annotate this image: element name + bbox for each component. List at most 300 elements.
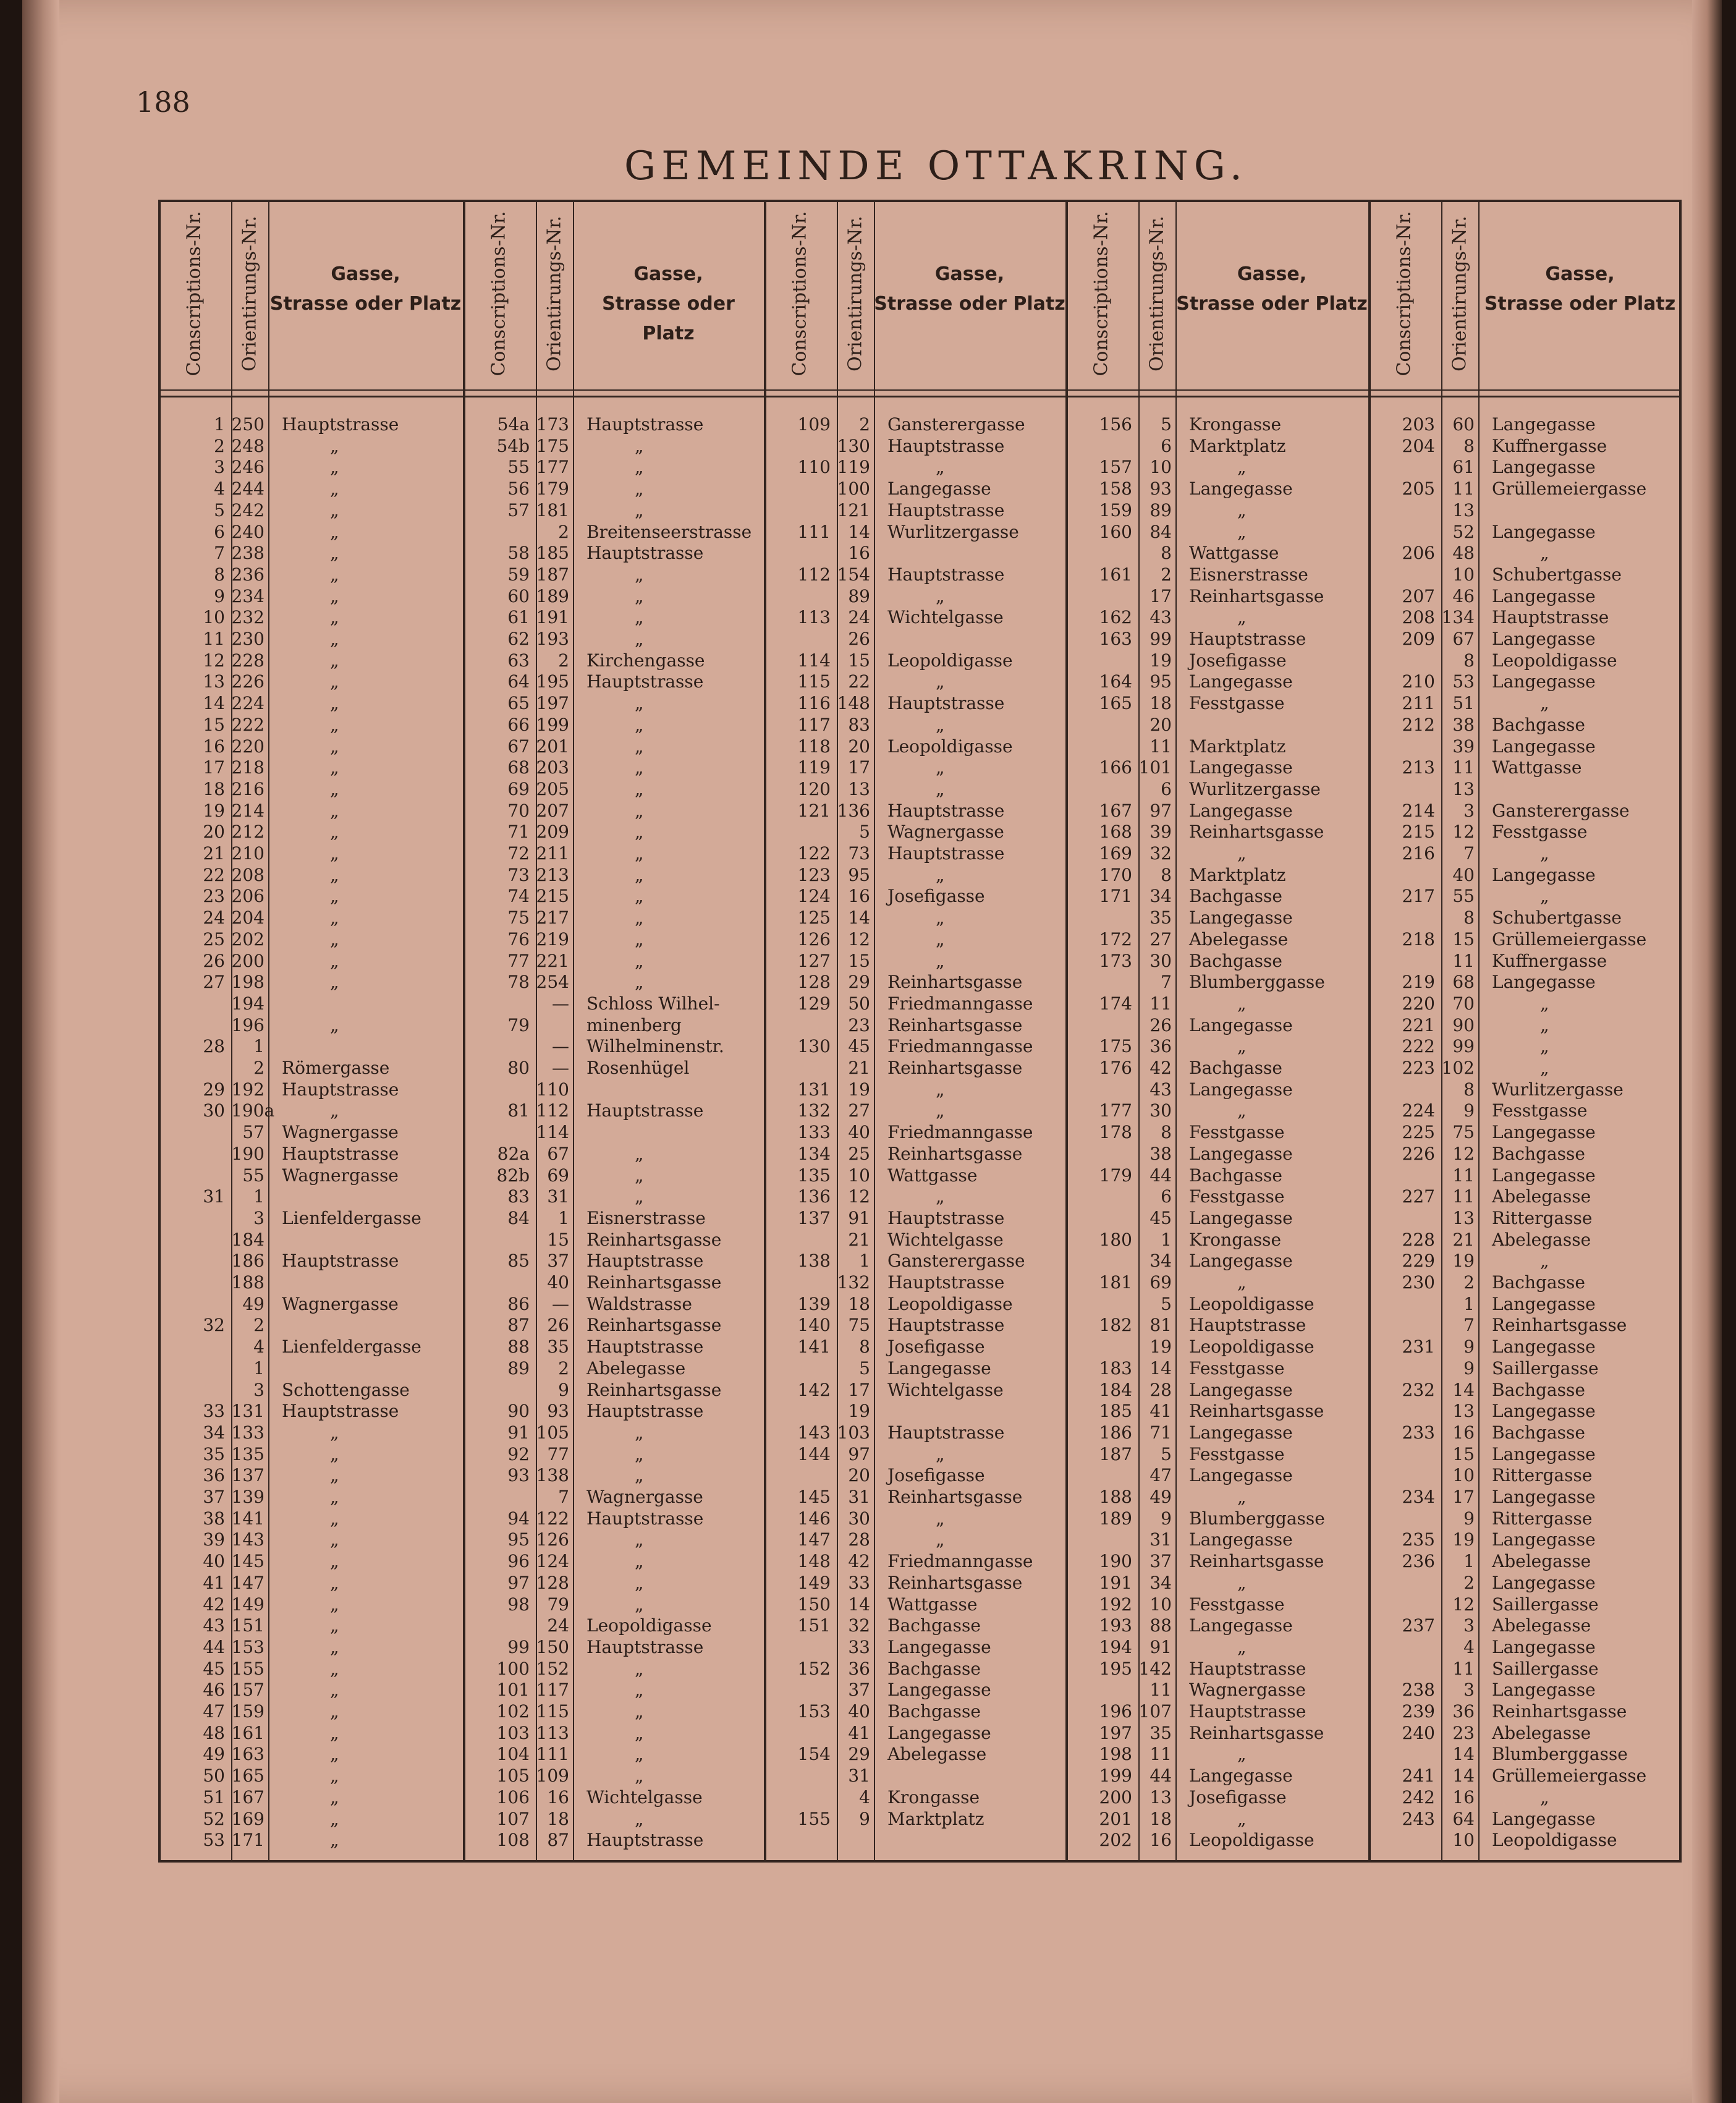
orientation-number: 69: [547, 1165, 569, 1186]
orientation-number: 148: [837, 693, 870, 714]
street-name: „: [1237, 1572, 1247, 1593]
street-name: „: [1540, 993, 1549, 1014]
conscription-number: 180: [1099, 1229, 1132, 1250]
orientation-number: 49: [1150, 1487, 1172, 1507]
orientation-number: 23: [1452, 1722, 1475, 1743]
street-name: Rosenhügel: [586, 1058, 690, 1078]
conscription-number: 95: [507, 1529, 530, 1550]
orientation-number: 10: [1150, 1594, 1172, 1615]
street-name: Langegasse: [1492, 1572, 1596, 1593]
conscription-number: 61: [507, 607, 530, 628]
conscription-number: 215: [1402, 822, 1435, 843]
orientation-number: 115: [536, 1701, 569, 1722]
header-strasse-label: Strasse oder Platz: [602, 293, 735, 344]
conscription-number: 31: [203, 1186, 225, 1207]
street-name: „: [635, 886, 644, 907]
street-name: Abelegasse: [1492, 1722, 1591, 1743]
orientation-number: 43: [1150, 607, 1172, 628]
orientation-number: 6: [1161, 435, 1172, 456]
orientation-number: 45: [848, 1036, 870, 1057]
street-name: Grüllemeiergasse: [1492, 478, 1647, 499]
street-name: Reinhartsgasse: [586, 1379, 722, 1400]
orientation-number: 226: [231, 671, 265, 692]
orientation-number: 45: [1150, 1207, 1172, 1228]
orientation-number: 208: [231, 864, 265, 885]
orientation-number: 5: [1161, 1443, 1172, 1464]
conscription-number: 47: [203, 1701, 225, 1722]
orientation-number: 1: [1463, 1293, 1475, 1314]
street-name: Schubertgasse: [1492, 564, 1622, 585]
street-name: „: [330, 1722, 339, 1743]
orientation-number: 47: [1150, 1465, 1172, 1486]
header-street: [874, 260, 1065, 319]
conscription-number: 102: [496, 1701, 530, 1722]
header-conscriptions: [1386, 204, 1423, 383]
street-name: „: [330, 886, 339, 907]
conscription-number: 205: [1402, 478, 1435, 499]
orientation-number: 3: [1463, 1680, 1475, 1701]
street-name: „: [330, 650, 339, 671]
orientation-number: 33: [848, 1572, 870, 1593]
orientation-number: 37: [1150, 1551, 1172, 1572]
orientation-number: 18: [547, 1808, 569, 1829]
orientation-number: 8: [1161, 1122, 1172, 1143]
orientation-number: 2: [253, 1315, 265, 1336]
conscription-number: 64: [507, 671, 530, 692]
conscription-number: 182: [1099, 1315, 1132, 1336]
conscription-number: 141: [797, 1336, 831, 1357]
conscription-number: 40: [203, 1551, 225, 1572]
orientation-number: 29: [848, 972, 870, 993]
street-name: Hauptstrasse: [887, 800, 1005, 821]
street-name: Bachgasse: [1189, 886, 1282, 907]
orientation-number: 212: [231, 822, 265, 843]
street-name: Hauptstrasse: [887, 1272, 1005, 1293]
conscription-number: 3: [214, 457, 225, 478]
conscription-number: 138: [797, 1251, 831, 1272]
orientation-number: 1: [253, 1186, 265, 1207]
orientation-number: 40: [1452, 864, 1475, 885]
street-name: Leopoldigasse: [887, 650, 1013, 671]
street-name: Langegasse: [1492, 671, 1596, 692]
orientation-number: 194: [231, 993, 265, 1014]
street-name: Schottengasse: [282, 1379, 410, 1400]
street-name: „: [330, 843, 339, 864]
orientation-number: 39: [1150, 822, 1172, 843]
street-name: „: [936, 1079, 945, 1100]
orientation-number: 12: [1452, 822, 1475, 843]
street-name: Langegasse: [1492, 414, 1596, 435]
street-name: Langegasse: [1189, 1379, 1293, 1400]
conscription-number: 234: [1402, 1487, 1435, 1507]
conscription-number: 35: [203, 1443, 225, 1464]
conscription-number: 52: [203, 1808, 225, 1829]
orientation-number: 70: [1452, 993, 1475, 1014]
street-name: Langegasse: [1492, 972, 1596, 993]
street-name: Hauptstrasse: [586, 1100, 704, 1121]
street-name: „: [1237, 843, 1247, 864]
conscription-number: 147: [797, 1529, 831, 1550]
orientation-number: 28: [1150, 1379, 1172, 1400]
conscription-number: 65: [507, 693, 530, 714]
street-name: Langegasse: [1492, 585, 1596, 606]
conscription-number: 135: [797, 1165, 831, 1186]
orientation-number: 27: [1150, 928, 1172, 950]
street-name: Langegasse: [1492, 1165, 1596, 1186]
conscription-number: 43: [203, 1615, 225, 1636]
orientation-number: 143: [231, 1529, 265, 1550]
orientation-number: 51: [1452, 693, 1475, 714]
conscription-number: 191: [1099, 1572, 1132, 1593]
street-name: „: [635, 1594, 644, 1615]
conscription-number: 51: [203, 1786, 225, 1808]
street-name: Abelegasse: [586, 1357, 686, 1379]
street-name: Fesstgasse: [1189, 693, 1285, 714]
orientation-number: 199: [536, 714, 569, 735]
orientation-number: 19: [848, 1079, 870, 1100]
street-name: Hauptstrasse: [887, 499, 1005, 520]
street-name: „: [936, 585, 945, 606]
street-name: Hauptstrasse: [282, 1079, 399, 1100]
street-name: „: [330, 1487, 339, 1507]
street-name: Gansterergasse: [1492, 800, 1630, 821]
orientation-number: 27: [848, 1100, 870, 1121]
conscription-number: 106: [496, 1786, 530, 1808]
conscription-number: 85: [507, 1251, 530, 1272]
street-name: „: [330, 1422, 339, 1443]
orientation-number: 18: [1150, 693, 1172, 714]
conscription-number: 116: [797, 693, 831, 714]
orientation-number: 193: [536, 629, 569, 649]
conscription-number: 75: [507, 907, 530, 928]
orientation-number: 11: [1150, 736, 1172, 757]
conscription-number: 103: [496, 1722, 530, 1743]
street-name: „: [330, 543, 339, 564]
street-name: „: [330, 607, 339, 628]
street-name: Fesstgasse: [1189, 1443, 1285, 1464]
street-name: Wurlitzergasse: [1492, 1079, 1624, 1100]
orientation-number: 73: [848, 843, 870, 864]
street-name: Schubertgasse: [1492, 907, 1622, 928]
street-name: „: [635, 1186, 644, 1207]
header-strasse-label: Strasse oder Platz: [1484, 293, 1676, 315]
orientation-number: 103: [837, 1422, 870, 1443]
conscription-number: 10: [203, 607, 225, 628]
conscription-number: 219: [1402, 972, 1435, 993]
street-name: Reinhartsgasse: [887, 1487, 1023, 1507]
conscription-number: 199: [1099, 1765, 1132, 1786]
orientation-number: 207: [536, 800, 569, 821]
orientation-number: 50: [848, 993, 870, 1014]
street-name: Hauptstrasse: [282, 1251, 399, 1272]
street-name: Reinhartsgasse: [586, 1229, 722, 1250]
street-name: Langegasse: [1189, 1143, 1293, 1164]
orientation-number: 42: [848, 1551, 870, 1572]
conscription-number: 107: [496, 1808, 530, 1829]
street-name: „: [330, 950, 339, 971]
orientation-number: 195: [536, 671, 569, 692]
conscription-number: 157: [1099, 457, 1132, 478]
orientation-number: 19: [1452, 1529, 1475, 1550]
street-name: Eisnerstrasse: [1189, 564, 1308, 585]
street-name: Grüllemeiergasse: [1492, 1765, 1647, 1786]
street-name: Hauptstrasse: [586, 1251, 704, 1272]
street-name: Abelegasse: [1492, 1229, 1591, 1250]
street-name: Langegasse: [1492, 1487, 1596, 1507]
conscription-number: 139: [797, 1293, 831, 1314]
orientation-number: 12: [848, 928, 870, 950]
street-name: „: [330, 972, 339, 993]
conscription-number: 23: [203, 886, 225, 907]
conscription-number: 143: [797, 1422, 831, 1443]
column-rule: [268, 200, 269, 1863]
conscription-number: 54b: [496, 435, 530, 456]
street-name: „: [936, 864, 945, 885]
orientation-number: 151: [231, 1615, 265, 1636]
conscription-number: 57: [507, 499, 530, 520]
orientation-number: 37: [547, 1251, 569, 1272]
street-name: „: [330, 1100, 339, 1121]
conscription-number: 174: [1099, 993, 1132, 1014]
street-name: Gansterergasse: [887, 414, 1025, 435]
header-orientirungs: [1441, 204, 1478, 383]
orientation-number: 130: [837, 435, 870, 456]
street-name: Langegasse: [1189, 1079, 1293, 1100]
street-name: Wilhelminenstr.: [586, 1036, 724, 1057]
conscription-number: 54a: [497, 414, 530, 435]
orientation-number: 117: [536, 1680, 569, 1701]
conscription-number: 207: [1402, 585, 1435, 606]
orientation-number: 32: [848, 1615, 870, 1636]
conscription-number: 46: [203, 1680, 225, 1701]
conscription-number: 66: [507, 714, 530, 735]
street-name: Gansterergasse: [887, 1251, 1025, 1272]
street-name: „: [635, 864, 644, 885]
conscription-number: 55: [507, 457, 530, 478]
orientation-number: 49: [242, 1293, 265, 1314]
street-name: „: [635, 822, 644, 843]
street-name: „: [1540, 1014, 1549, 1035]
orientation-number: 8: [1463, 435, 1475, 456]
conscription-number: 178: [1099, 1122, 1132, 1143]
orientation-number: 20: [848, 1465, 870, 1486]
orientation-number: 16: [1452, 1422, 1475, 1443]
orientation-number: 21: [848, 1229, 870, 1250]
orientation-number: 9: [1463, 1357, 1475, 1379]
street-name: „: [1540, 1036, 1549, 1057]
header-orientirungs: [837, 204, 874, 383]
street-name: „: [635, 950, 644, 971]
conscription-number: 30: [203, 1100, 225, 1121]
orientation-number: 77: [547, 1443, 569, 1464]
orientation-number: 11: [1452, 757, 1475, 778]
conscription-number: 53: [203, 1830, 225, 1851]
orientation-number: 30: [1150, 1100, 1172, 1121]
street-name: „: [635, 1722, 644, 1743]
orientation-number: 26: [1150, 1014, 1172, 1035]
orientation-number: 17: [1150, 585, 1172, 606]
street-name: „: [1237, 1036, 1247, 1057]
street-name: „: [635, 1143, 644, 1164]
orientation-number: 2: [558, 650, 569, 671]
orientation-number: 5: [1161, 414, 1172, 435]
conscription-number: 206: [1402, 543, 1435, 564]
conscription-number: 76: [507, 928, 530, 950]
orientation-number: 7: [558, 1487, 569, 1507]
street-name: Wagnergasse: [887, 822, 1004, 843]
street-name: „: [936, 950, 945, 971]
street-name: „: [1237, 993, 1247, 1014]
street-name: „: [330, 1636, 339, 1657]
conscription-number: 220: [1402, 993, 1435, 1014]
orientation-number: 19: [1452, 1251, 1475, 1272]
conscription-number: 22: [203, 864, 225, 885]
conscription-number: 113: [797, 607, 831, 628]
street-name: Kuffnergasse: [1492, 950, 1607, 971]
orientation-number: 13: [1452, 1207, 1475, 1228]
street-name: „: [936, 757, 945, 778]
orientation-number: 14: [1150, 1357, 1172, 1379]
street-name: Wagnergasse: [282, 1165, 399, 1186]
orientation-number: 8: [1463, 907, 1475, 928]
orientation-number: 37: [848, 1680, 870, 1701]
street-name: Wurlitzergasse: [887, 521, 1019, 542]
conscription-number: 29: [203, 1079, 225, 1100]
street-name: Abelegasse: [887, 1744, 987, 1765]
street-name: „: [1237, 1808, 1247, 1829]
conscription-number: 144: [797, 1443, 831, 1464]
orientation-number: 83: [848, 714, 870, 735]
street-name: „: [1540, 886, 1549, 907]
conscription-number: 240: [1402, 1722, 1435, 1743]
orientation-number: 134: [1441, 607, 1475, 628]
orientation-number: 254: [536, 972, 569, 993]
street-name: „: [635, 1765, 644, 1786]
orientation-number: 109: [536, 1765, 569, 1786]
orientation-number: 2: [1463, 1272, 1475, 1293]
street-name: „: [330, 671, 339, 692]
conscription-number: 28: [203, 1036, 225, 1057]
conscription-number: 15: [203, 714, 225, 735]
conscription-number: 45: [203, 1658, 225, 1679]
conscription-number: 195: [1099, 1658, 1132, 1679]
street-name: Bachgasse: [887, 1615, 981, 1636]
street-name: „: [1540, 843, 1549, 864]
conscription-number: 37: [203, 1487, 225, 1507]
conscription-number: 168: [1099, 822, 1132, 843]
street-name: „: [635, 1744, 644, 1765]
orientation-number: 211: [536, 843, 569, 864]
orientation-number: —: [552, 1036, 569, 1057]
street-name: „: [330, 1572, 339, 1593]
street-name: „: [1540, 1786, 1549, 1808]
conscription-number: 200: [1099, 1786, 1132, 1808]
conscription-number: 235: [1402, 1529, 1435, 1550]
conscription-number: 38: [203, 1508, 225, 1529]
conscription-number: 194: [1099, 1636, 1132, 1657]
conscription-number: 189: [1099, 1508, 1132, 1529]
street-name: „: [1237, 607, 1247, 628]
orientation-number: 188: [231, 1272, 265, 1293]
orientation-number: 228: [231, 650, 265, 671]
conscription-number: 190: [1099, 1551, 1132, 1572]
conscription-number: 153: [797, 1701, 831, 1722]
page-title: GEMEINDE OTTAKRING.: [624, 143, 1248, 189]
orientation-number: 15: [848, 650, 870, 671]
conscription-number: 193: [1099, 1615, 1132, 1636]
orientation-number: 220: [231, 736, 265, 757]
orientation-number: 11: [1452, 1186, 1475, 1207]
conscription-number: 14: [203, 693, 225, 714]
header-rule: [158, 389, 1682, 391]
street-name: „: [635, 928, 644, 950]
street-name: Langegasse: [1189, 800, 1293, 821]
street-name: Hauptstrasse: [282, 414, 399, 435]
conscription-number: 19: [203, 800, 225, 821]
conscription-number: 121: [797, 800, 831, 821]
conscription-number: 115: [797, 671, 831, 692]
orientation-number: 35: [547, 1336, 569, 1357]
orientation-number: 67: [547, 1143, 569, 1164]
street-name: „: [936, 714, 945, 735]
orientation-number: 97: [1150, 800, 1172, 821]
orientation-number: 205: [536, 778, 569, 799]
street-name: „: [330, 629, 339, 649]
street-name: Josefigasse: [1189, 1786, 1287, 1808]
orientation-number: 169: [231, 1808, 265, 1829]
column-rule: [1478, 200, 1480, 1863]
street-name: Breitenseerstrasse: [586, 521, 752, 542]
orientation-number: 41: [1150, 1401, 1172, 1422]
street-name: Fesstgasse: [1189, 1122, 1285, 1143]
street-name: Schloss Wilhel-: [586, 993, 720, 1014]
street-name: Hauptstrasse: [586, 1830, 704, 1851]
orientation-number: 29: [848, 1744, 870, 1765]
street-name: Langegasse: [1189, 1207, 1293, 1228]
street-name: „: [1237, 521, 1247, 542]
conscription-number: 63: [507, 650, 530, 671]
street-name: „: [330, 1701, 339, 1722]
conscription-number: 112: [797, 564, 831, 585]
header-orientirungs-label: Orientirungs-Nr.: [239, 216, 261, 372]
conscription-number: 125: [797, 907, 831, 928]
orientation-number: 200: [231, 950, 265, 971]
orientation-number: 8: [1463, 1079, 1475, 1100]
street-name: Hauptstrasse: [1189, 1658, 1306, 1679]
conscription-number: 124: [797, 886, 831, 907]
orientation-number: 75: [848, 1315, 870, 1336]
orientation-number: 34: [1150, 1572, 1172, 1593]
conscription-number: 11: [203, 629, 225, 649]
conscription-number: 218: [1402, 928, 1435, 950]
orientation-number: 224: [231, 693, 265, 714]
orientation-number: 136: [837, 800, 870, 821]
street-name: Reinhartsgasse: [1189, 822, 1324, 843]
street-name: Abelegasse: [1492, 1615, 1591, 1636]
orientation-number: 186: [231, 1251, 265, 1272]
orientation-number: 121: [837, 499, 870, 520]
street-name: Leopoldigasse: [1189, 1830, 1315, 1851]
orientation-number: 157: [231, 1680, 265, 1701]
street-name: „: [936, 1443, 945, 1464]
street-name: „: [635, 607, 644, 628]
conscription-number: 4: [214, 478, 225, 499]
street-name: „: [330, 864, 339, 885]
conscription-number: 114: [797, 650, 831, 671]
street-name: Hauptstrasse: [1189, 629, 1306, 649]
orientation-number: 16: [848, 886, 870, 907]
orientation-number: 55: [1452, 886, 1475, 907]
